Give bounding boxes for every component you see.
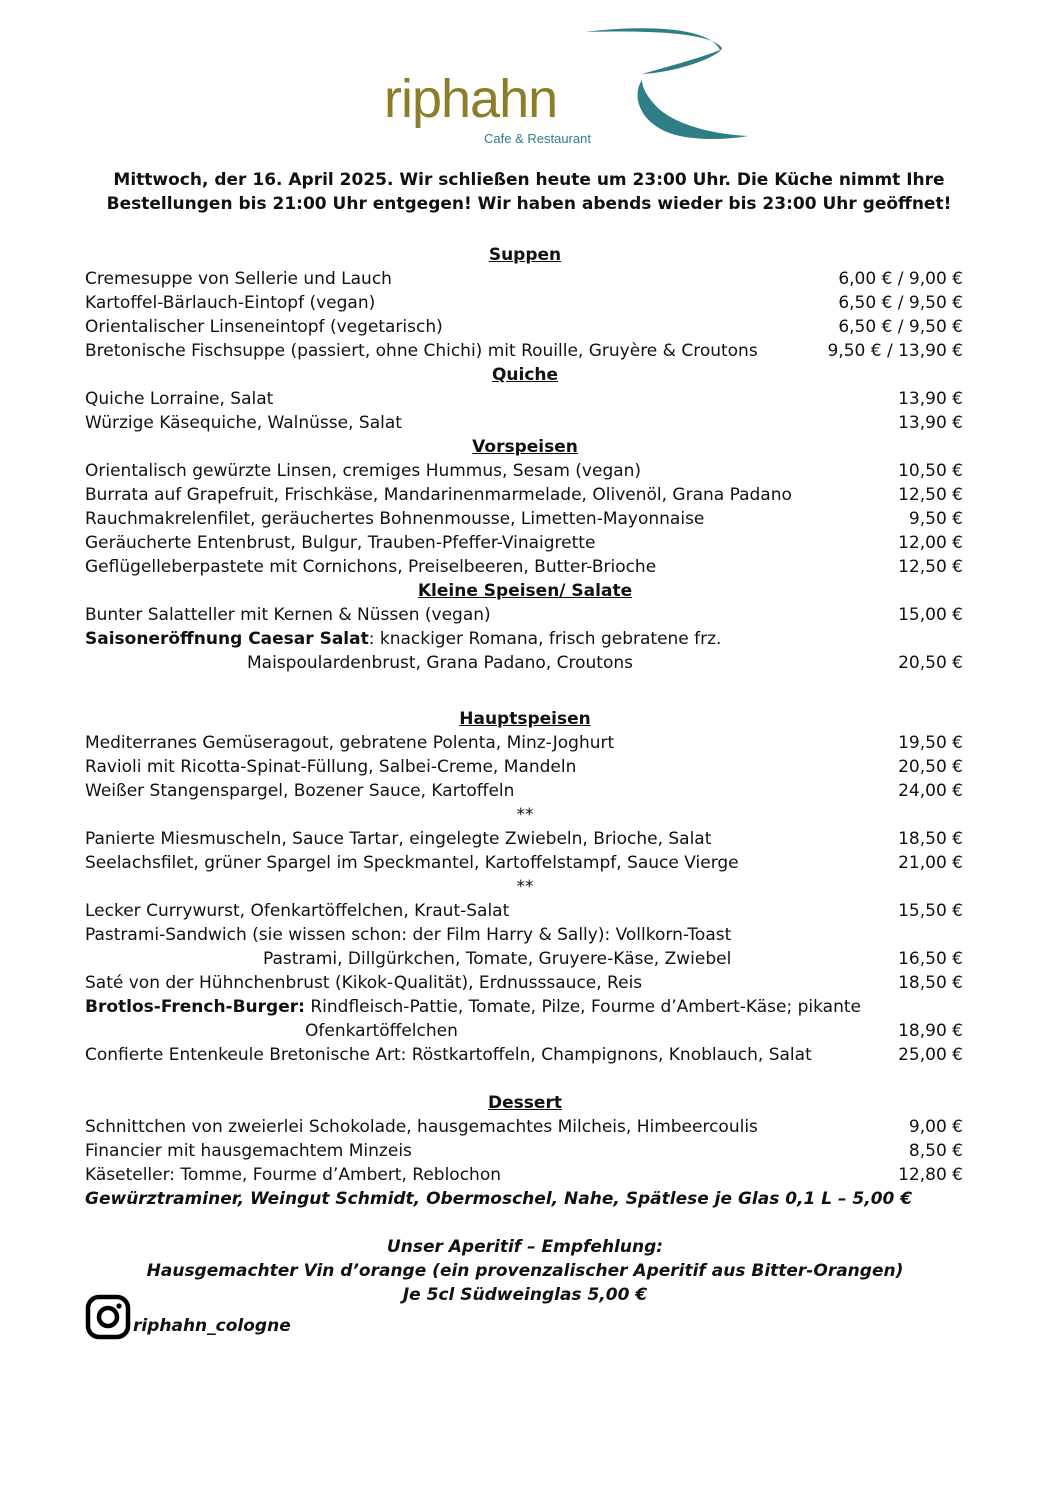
item-price: 12,50 € <box>898 485 963 505</box>
item-name: Seelachsfilet, grüner Spargel im Speckmantel, Kartoffelstampf, Sauce Vierge <box>85 853 739 873</box>
item-name: Lecker Currywurst, Ofenkartöffelchen, Kraut-Salat <box>85 901 510 921</box>
item-price: 19,50 € <box>898 733 963 753</box>
menu-item-pastrami-line-1 <box>85 923 965 947</box>
section-title-quiche: Quiche <box>491 365 559 385</box>
item-name: Quiche Lorraine, Salat <box>85 389 274 409</box>
item-name: Geräucherte Entenbrust, Bulgur, Trauben-Pfeffer-Vinaigrette <box>85 533 596 553</box>
item-price: 13,90 € <box>898 389 963 409</box>
item-name: Saté von der Hühnchenbrust (Kikok-Qualität), Erdnusssauce, Reis <box>85 973 643 993</box>
instagram-icon <box>85 1294 131 1340</box>
item-price: 25,00 € <box>898 1045 963 1065</box>
menu-item <box>85 555 965 579</box>
menu-item <box>85 731 965 755</box>
item-price: 9,50 € <box>908 509 963 529</box>
item-price: 16,50 € <box>898 949 963 969</box>
restaurant-logo <box>380 28 760 148</box>
item-price: 20,50 € <box>898 757 963 777</box>
menu-item <box>85 1139 965 1163</box>
item-price: 18,50 € <box>898 973 963 993</box>
item-price: 12,50 € <box>898 557 963 577</box>
item-price: 8,50 € <box>908 1141 963 1161</box>
item-price: 9,00 € <box>908 1117 963 1137</box>
caesar-highlight: Saisoneröffnung Caesar Salat <box>85 629 369 649</box>
item-name: Panierte Miesmuscheln, Sauce Tartar, eingelegte Zwiebeln, Brioche, Salat <box>85 829 712 849</box>
item-name: Rauchmakrelenfilet, geräuchertes Bohnenmousse, Limetten-Mayonnaise <box>85 509 705 529</box>
menu-item <box>85 339 965 363</box>
item-price: 24,00 € <box>898 781 963 801</box>
menu-item <box>85 755 965 779</box>
spacer <box>85 699 965 707</box>
item-name: Schnittchen von zweierlei Schokolade, hausgemachtes Milcheis, Himbeercoulis <box>85 1117 758 1137</box>
menu-item <box>85 387 965 411</box>
aperitif-price: Je 5cl Südweinglas 5,00 € <box>402 1285 648 1305</box>
menu-item-burger-line-1 <box>85 995 965 1019</box>
item-price: 6,00 € / 9,00 € <box>838 269 963 289</box>
item-name: Cremesuppe von Sellerie und Lauch <box>85 269 392 289</box>
menu-item-burger-line-2 <box>85 1019 965 1043</box>
menu-item <box>85 1163 965 1187</box>
notice-line-2: Bestellungen bis 21:00 Uhr entgegen! Wir haben abends wieder bis 23:00 Uhr geöffnet! <box>106 194 952 214</box>
item-price: 20,50 € <box>898 653 963 673</box>
caesar-description: : knackiger Romana, frisch gebratene frz. <box>368 629 722 649</box>
menu-item <box>85 603 965 627</box>
item-name: Orientalisch gewürzte Linsen, cremiges Hummus, Sesam (vegan) <box>85 461 642 481</box>
burger-highlight: Brotlos-French-Burger: <box>85 997 305 1017</box>
burger-description-2: Ofenkartöffelchen <box>305 1021 458 1041</box>
instagram-handle[interactable]: riphahn_cologne <box>133 1316 291 1336</box>
item-price: 12,00 € <box>898 533 963 553</box>
item-name: Bretonische Fischsuppe (passiert, ohne Chichi) mit Rouille, Gruyère & Croutons <box>85 341 758 361</box>
section-title-suppen: Suppen <box>488 245 562 265</box>
burger-description: Rindfleisch-Pattie, Tomate, Pilze, Fourme d’Ambert-Käse; pikante <box>304 997 861 1017</box>
section-title-dessert: Dessert <box>488 1093 562 1113</box>
menu-item-caesar-line-1 <box>85 627 965 651</box>
menu-item <box>85 411 965 435</box>
separator: ** <box>516 805 534 825</box>
menu-item <box>85 827 965 851</box>
menu-item <box>85 459 965 483</box>
item-price: 6,50 € / 9,50 € <box>838 293 963 313</box>
section-title-vorspeisen: Vorspeisen <box>472 437 578 457</box>
item-name: Financier mit hausgemachtem Minzeis <box>85 1141 412 1161</box>
menu-item <box>85 851 965 875</box>
menu-item <box>85 531 965 555</box>
item-name: Mediterranes Gemüseragout, gebratene Polenta, Minz-Joghurt <box>85 733 615 753</box>
spacer <box>85 675 965 699</box>
spacer <box>85 1067 965 1091</box>
menu-item <box>85 779 965 803</box>
logo-wordmark: riphahn <box>384 69 558 129</box>
item-name: Weißer Stangenspargel, Bozener Sauce, Kartoffeln <box>85 781 515 801</box>
menu-item <box>85 267 965 291</box>
menu-item <box>85 483 965 507</box>
opening-hours-notice <box>40 168 1018 216</box>
caesar-description-2: Maispoulardenbrust, Grana Padano, Croutons <box>247 653 634 673</box>
item-price: 6,50 € / 9,50 € <box>838 317 963 337</box>
item-name: Käseteller: Tomme, Fourme d’Ambert, Reblochon <box>85 1165 501 1185</box>
item-name: Würzige Käsequiche, Walnüsse, Salat <box>85 413 402 433</box>
menu-item-caesar-line-2 <box>85 651 965 675</box>
item-price: 9,50 € / 13,90 € <box>827 341 963 361</box>
item-name: Kartoffel-Bärlauch-Eintopf (vegan) <box>85 293 376 313</box>
section-title-kleine-speisen: Kleine Speisen/ Salate <box>417 581 633 601</box>
menu-item <box>85 291 965 315</box>
menu-item <box>85 1115 965 1139</box>
menu-item <box>85 899 965 923</box>
item-price: 10,50 € <box>898 461 963 481</box>
separator: ** <box>516 877 534 897</box>
menu-item-pastrami-line-2 <box>85 947 965 971</box>
item-name: Orientalischer Linseneintopf (vegetarisch) <box>85 317 443 337</box>
menu <box>85 243 965 1307</box>
aperitif-description: Hausgemachter Vin d’orange (ein provenzalischer Aperitif aus Bitter-Orangen) <box>146 1261 904 1281</box>
item-price: 18,50 € <box>898 829 963 849</box>
item-name: Confierte Entenkeule Bretonische Art: Röstkartoffeln, Champignons, Knoblauch, Salat <box>85 1045 812 1065</box>
item-price: 15,50 € <box>898 901 963 921</box>
section-title-hauptspeisen: Hauptspeisen <box>459 709 591 729</box>
item-name: Pastrami-Sandwich (sie wissen schon: der Film Harry & Sally): Vollkorn-Toast <box>85 925 732 945</box>
spacer <box>85 1211 965 1235</box>
item-price: 18,90 € <box>898 1021 963 1041</box>
item-name: Ravioli mit Ricotta-Spinat-Füllung, Salbei-Creme, Mandeln <box>85 757 577 777</box>
menu-item <box>85 507 965 531</box>
menu-item <box>85 315 965 339</box>
item-name: Geflügelleberpastete mit Cornichons, Preiselbeeren, Butter-Brioche <box>85 557 657 577</box>
item-price: 15,00 € <box>898 605 963 625</box>
item-name: Burrata auf Grapefruit, Frischkäse, Mandarinenmarmelade, Olivenöl, Grana Padano <box>85 485 792 505</box>
menu-item <box>85 1043 965 1067</box>
item-price: 21,00 € <box>898 853 963 873</box>
item-name: Bunter Salatteller mit Kernen & Nüssen (vegan) <box>85 605 491 625</box>
notice-line-1: Mittwoch, der 16. April 2025. Wir schließen heute um 23:00 Uhr. Die Küche nimmt Ihre <box>113 170 945 190</box>
logo-subtitle: Cafe & Restaurant <box>484 131 591 146</box>
aperitif-title: Unser Aperitif – Empfehlung: <box>386 1237 664 1257</box>
wine-recommendation: Gewürztraminer, Weingut Schmidt, Obermoschel, Nahe, Spätlese je Glas 0,1 L – 5,00 € <box>85 1189 913 1209</box>
menu-item <box>85 971 965 995</box>
instagram-link[interactable] <box>85 1294 291 1340</box>
item-price: 12,80 € <box>898 1165 963 1185</box>
item-description: Pastrami, Dillgürkchen, Tomate, Gruyere-Käse, Zwiebel <box>263 949 732 969</box>
item-price: 13,90 € <box>898 413 963 433</box>
